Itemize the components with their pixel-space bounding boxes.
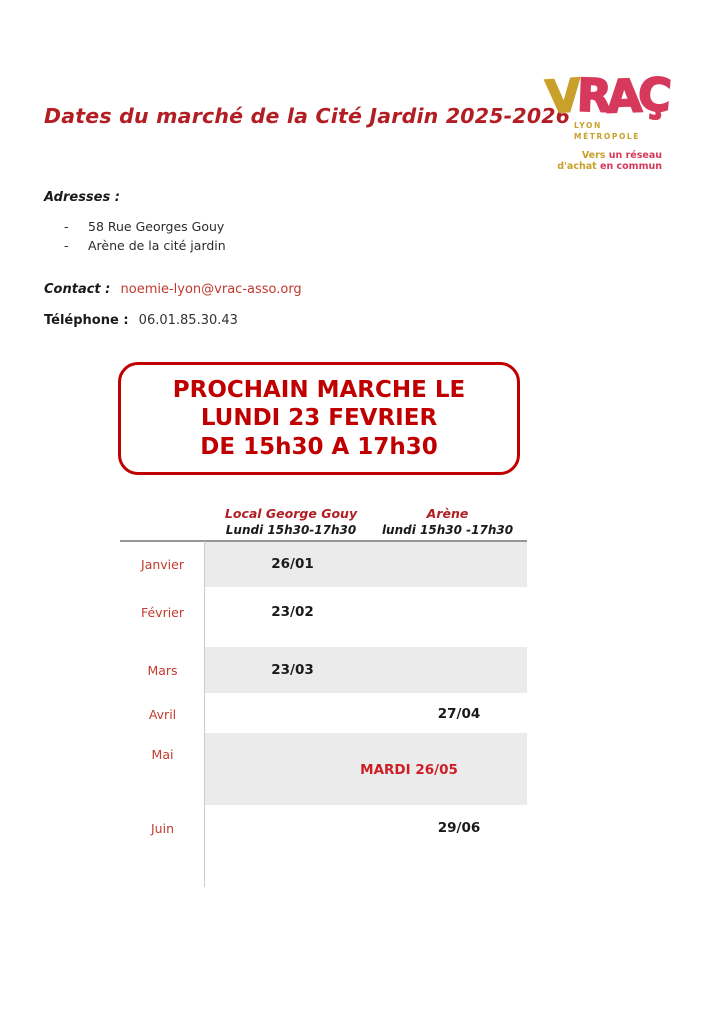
date-value-fevrier: 23/02 [271,604,314,620]
month-label-janvier: Janvier [141,557,184,572]
date-value-juin: 29/06 [437,820,481,836]
contact-row [44,282,302,297]
phone-value: 06.01.85.30.43 [138,313,238,328]
column-title: Local George Gouy [224,506,358,521]
month-label-fevrier: Février [140,605,185,620]
logo-letter-c: Ç [636,66,670,123]
list-item [64,217,226,236]
logo-subtitle-line2: MÉTROPOLE [574,131,641,141]
column-subtitle: Lundi 15h30-17h30 [225,523,357,537]
month-label-mars: Mars [147,663,178,678]
announcement-line1: PROCHAIN MARCHE LE [172,376,466,403]
list-item [64,236,226,255]
address-list [64,217,226,255]
vrac-logo-wordmark [544,66,670,125]
logo-tagline [546,150,662,173]
address-text: Arène de la cité jardin [88,238,226,253]
page-title: Dates du marché de la Cité Jardin 2025-2026 [44,104,571,128]
month-label-juin: Juin [150,821,174,836]
vrac-logo [544,66,670,173]
addresses-label: Adresses : [44,190,120,205]
logo-tagline-line1: Vers un réseau [581,149,662,161]
logo-tagline-line2: d'achat en commun [557,161,662,173]
date-value-janvier: 26/01 [271,556,314,572]
announcement-line3: DE 15h30 A 17h30 [200,433,438,460]
column-header-local [205,506,377,538]
logo-subtitle-line1: LYON [574,121,602,130]
logo-letter-r: R [575,68,609,123]
column-header-arene [370,506,525,538]
contact-label: Contact : [44,282,111,297]
month-label-mai: Mai [151,747,174,762]
column-title: Arène [426,506,469,521]
logo-letter-v: V [544,68,579,125]
date-value-mars: 23/03 [271,662,314,678]
phone-row [44,313,238,328]
date-value-avril: 27/04 [437,706,481,722]
column-subtitle: lundi 15h30 -17h30 [381,523,514,537]
address-text: 58 Rue Georges Gouy [88,219,225,234]
next-market-announcement [118,362,520,475]
contact-email-link[interactable]: noemie-lyon@vrac-asso.org [120,282,302,297]
logo-subtitle [574,121,668,143]
announcement-line2: LUNDI 23 FEVRIER [200,405,438,432]
date-value-mai-highlight: MARDI 26/05 [360,762,458,778]
logo-letter-a: A [606,69,640,124]
bullet-dash: - [64,238,69,253]
month-label-avril: Avril [148,707,177,722]
phone-label: Téléphone : [44,313,129,328]
bullet-dash: - [64,219,69,234]
